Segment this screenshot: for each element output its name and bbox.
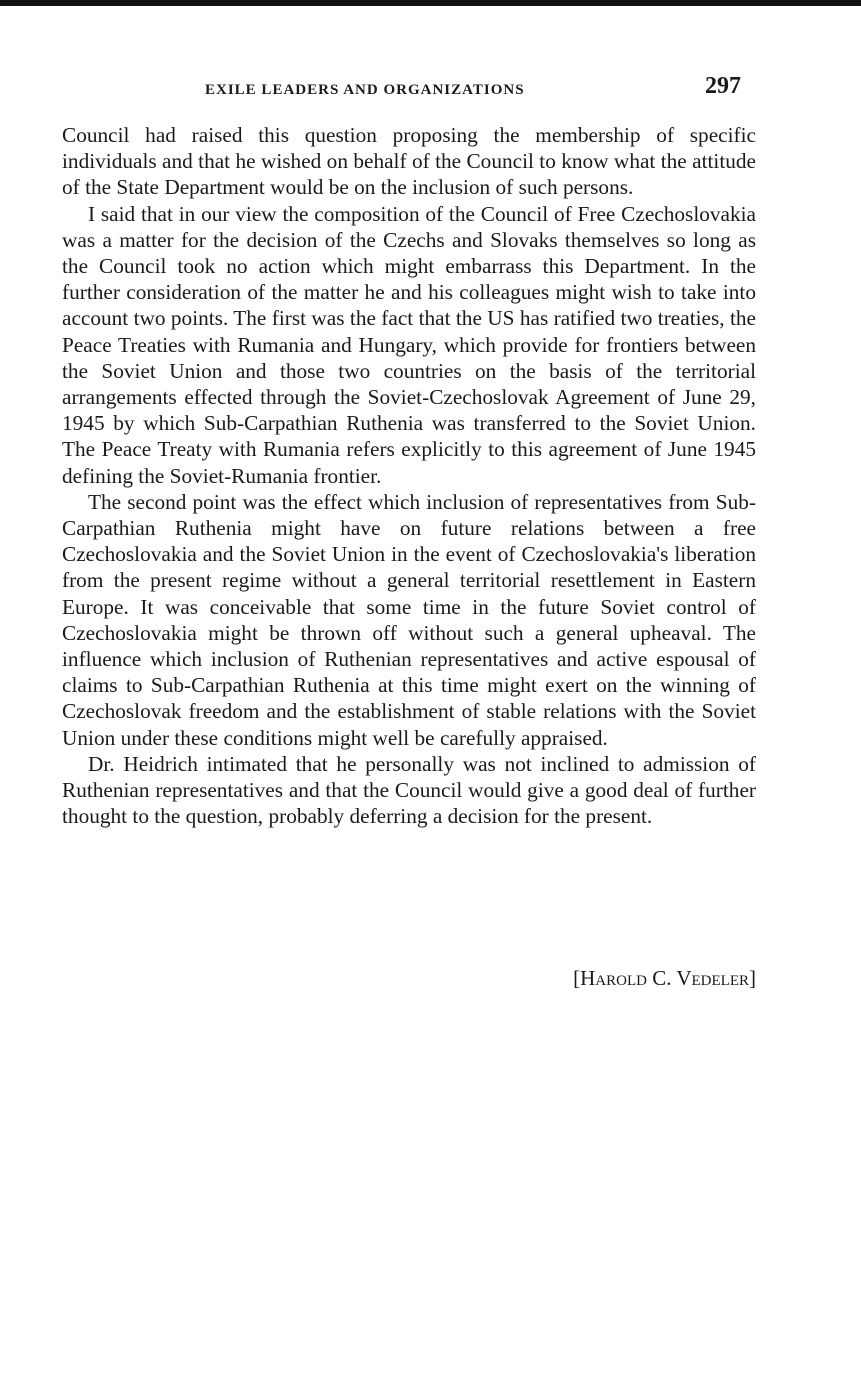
running-header (0, 73, 861, 106)
paragraph-continued: Council had raised this question proposing the membership of specific individuals and that he wished on behalf of the Council to know what the attitude of the State Department would be on the inclusion of such persons. (62, 123, 756, 200)
text-body (62, 122, 756, 829)
paragraph: Dr. Heidrich intimated that he personally was not inclined to admission of Ruthenian representatives and that the Council would give a good deal of further thought to the question, probably deferring a decision for the present. (62, 751, 756, 829)
signature: [Harold C. Vedeler] (573, 966, 756, 990)
page-number: 297 (705, 73, 741, 99)
paragraph: I said that in our view the composition of the Council of Free Czechoslovakia was a matter for the decision of the Czechs and Slovaks themselves so long as the Council took no action which might embarrass this Department. In the further consideration of the matter he and his colleagues might wish to take into account two points. The first was the fact that the US has ratified two treaties, the Peace Treaties with Rumania and Hungary, which provide for frontiers between the Soviet Union and those two countries on the basis of the territorial arrangements effected through the Soviet-Czechoslovak Agreement of June 29, 1945 by which Sub-Carpathian Ruthenia was transferred to the Soviet Union. The Peace Treaty with Rumania refers explicitly to this agreement of June 1945 defining the Soviet-Rumania frontier. (62, 201, 756, 488)
top-border-rule (0, 0, 861, 6)
running-title: EXILE LEADERS AND ORGANIZATIONS (205, 82, 525, 98)
paragraph: The second point was the effect which inclusion of representatives from Sub-Carpathian Ruthenia might have on future relations between a free Czechoslovakia and the Soviet Union in the event of Czechoslovakia's liberation from the present regime without a general territorial resettlement in Eastern Europe. It was conceivable that some time in the future Soviet control of Czechoslovakia might be thrown off without such a general upheaval. The influence which inclusion of Ruthenian representatives and active espousal of claims to Sub-Carpathian Ruthenia at this time might exert on the winning of Czechoslovak freedom and the establishment of stable relations with the Soviet Union under these conditions might well be carefully appraised. (62, 489, 756, 750)
